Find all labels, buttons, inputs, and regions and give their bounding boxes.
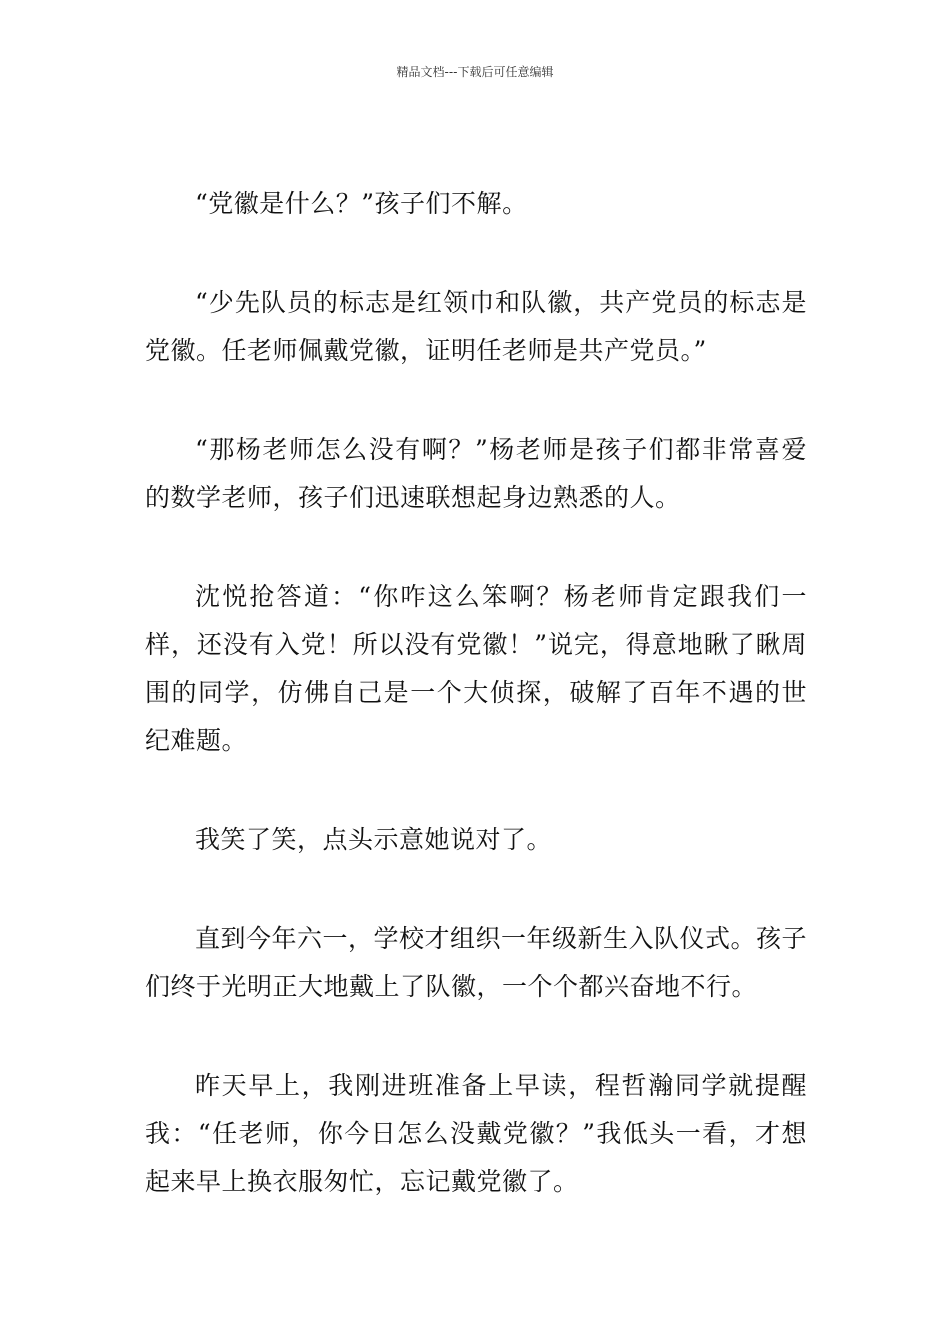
page-header: 精品文档---下载后可任意编辑 bbox=[396, 65, 554, 79]
paragraph-1: “党徽是什么？”孩子们不解。 bbox=[195, 189, 528, 218]
paragraph-2: “少先队员的标志是红领巾和队徽，共产党员的标志是党徽。任老师佩戴党徽，证明任老师是共产党员。” bbox=[145, 288, 807, 365]
paragraph-5: 我笑了笑，点头示意她说对了。 bbox=[195, 825, 553, 854]
document-body bbox=[145, 180, 807, 1257]
paragraph-6: 直到今年六一，学校才组织一年级新生入队仪式。孩子们终于光明正大地戴上了队徽，一个个都兴奋地不行。 bbox=[145, 924, 808, 1001]
paragraph-4: 沈悦抢答道：“你咋这么笨啊？杨老师肯定跟我们一样，还没有入党！所以没有党徽！”说完，得意地瞅了瞅周围的同学，仿佛自己是一个大侦探，破解了百年不遇的世纪难题。 bbox=[145, 582, 807, 755]
paragraph-3: “那杨老师怎么没有啊？”杨老师是孩子们都非常喜爱的数学老师，孩子们迅速联想起身边熟悉的人。 bbox=[145, 435, 807, 512]
paragraph-7: 昨天早上，我刚进班准备上早读，程哲瀚同学就提醒我：“任老师，你今日怎么没戴党徽？”我低头一看，才想起来早上换衣服匆忙，忘记戴党徽了。 bbox=[145, 1071, 807, 1196]
